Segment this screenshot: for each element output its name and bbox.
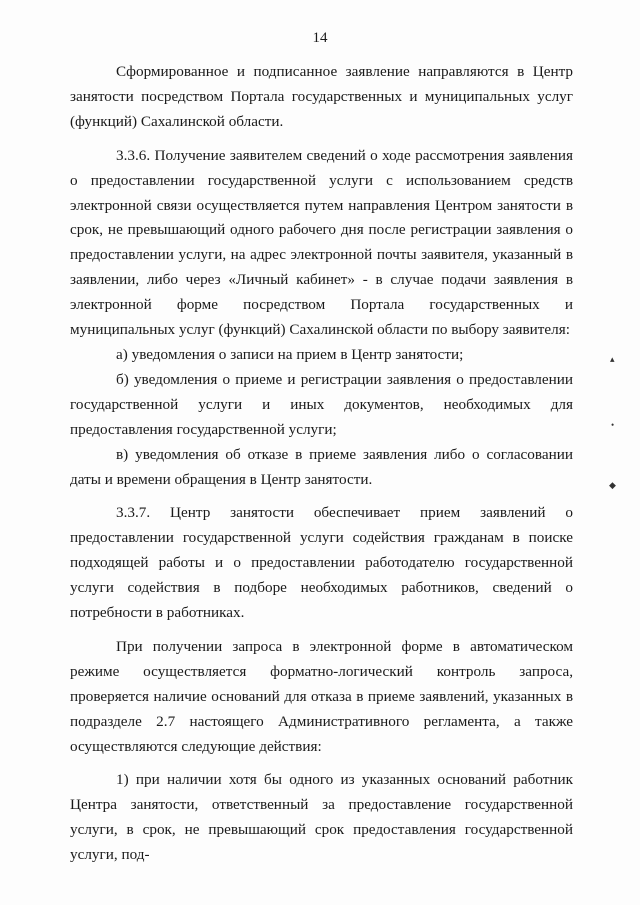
page-number: 14 [312,30,328,46]
list-item-1: 1) при наличии хотя бы одного из указанных оснований работник Центра занятости, ответственный за предоставление государственной услуги, в срок, не превышающий срок предоставления государственной услуги, под- [70,771,573,864]
paragraph-3-3-7: 3.3.7. Центр занятости обеспечивает прием заявлений о предоставлении государственной услуги содействия гражданам в поиске подходящей работы и о предоставлении работодателю государственной услуги содействия в подборе необходимых работников, сведений о потребности в работниках. [70,504,573,622]
paragraph-submission: Сформированное и подписанное заявление направляются в Центр занятости посредством Портала государственных и муниципальных услуг (функций) Сахалинской области. [70,63,573,130]
paragraph-3-3-6: 3.3.6. Получение заявителем сведений о ходе рассмотрения заявления о предоставлении государственной услуги с использованием средств электронной связи осуществляется путем направления Центром занятости в срок, не превышающий одного рабочего дня после регистрации заявления о предоставлении услуги, на адрес электронной почты заявителя, указанный в заявлении, либо через «Личный кабинет» - в случае подачи заявления в электронной форме посредством Портала государственных и муниципальных услуг (функций) Сахалинской области по выбору заявителя: [70,146,573,339]
list-item-b: б) уведомления о приеме и регистрации заявления о предоставлении государственной услуги и иных документов, необходимых для предоставления государственной услуги; [70,370,573,438]
list-item-a: а) уведомления о записи на прием в Центр занятости; [116,345,464,363]
paragraph-electronic-request: При получении запроса в электронной форме в автоматическом режиме осуществляется форматно-логический контроль запроса, проверяется наличие оснований для отказа в приеме заявлений, указанных в подразделе 2.7 настоящего Административного регламента, а также осуществляются следующие действия: [70,637,573,755]
scan-speck-mark: ◆ [609,480,616,490]
document-body [70,60,573,868]
list-item-v: в) уведомления об отказе в приеме заявления либо о согласовании даты и времени обращения в Центр занятости. [70,445,573,488]
scan-speck-mark: • [611,420,615,430]
scan-speck-mark: ▴ [610,354,615,364]
